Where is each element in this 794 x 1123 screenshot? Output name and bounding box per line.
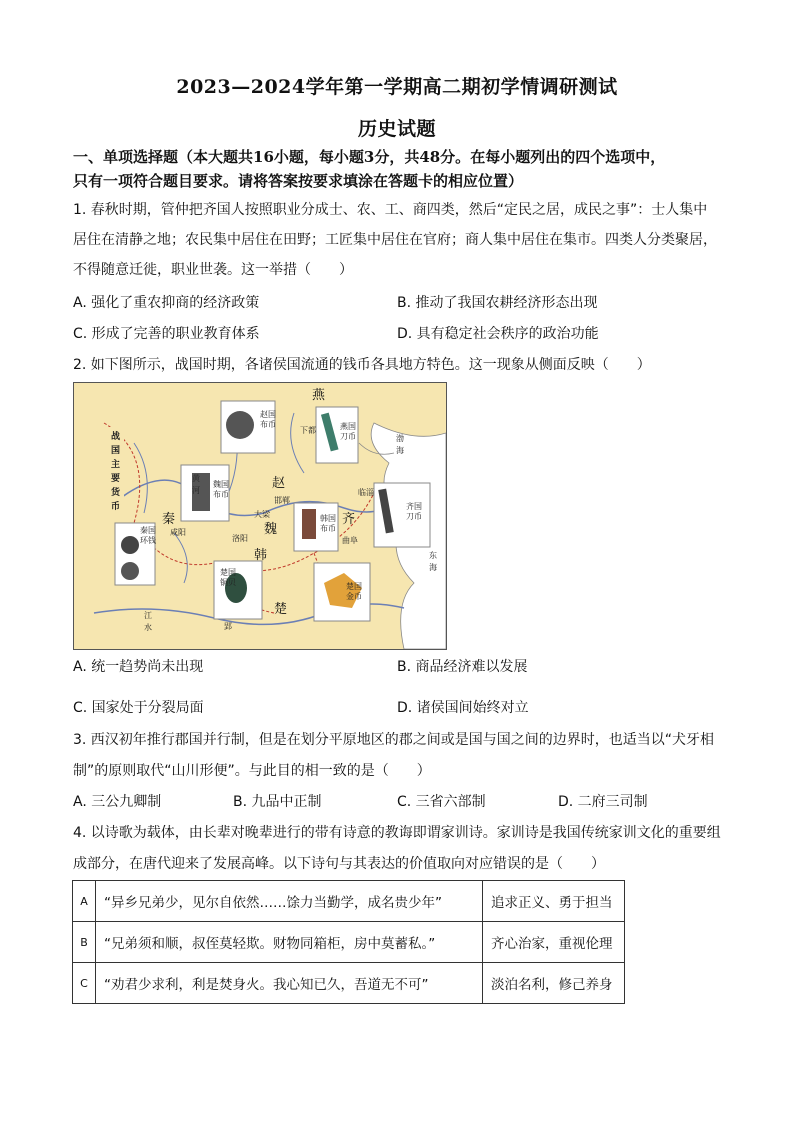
q1-option-b: B. 推动了我国农耕经济形态出现 <box>397 295 598 311</box>
q3-stem: 3. 西汉初年推行郡国并行制，但是在划分平原地区的郡之间或是国与国之间的边界时，也适当以“犬牙相 <box>73 732 715 748</box>
warring-states-currency-map <box>73 382 447 650</box>
water-label: 渤 <box>396 434 404 443</box>
svg-text:布币: 布币 <box>213 490 229 499</box>
section-heading-cont: 只有一项符合题目要求。请将答案按要求填涂在答题卡的相应位置） <box>73 172 524 190</box>
caption-qin: 秦国 <box>140 526 156 535</box>
q3-option-a: A. 三公九卿制 <box>73 794 162 810</box>
city-linzi: 临淄 <box>358 488 374 497</box>
caption-han: 韩国 <box>320 514 336 523</box>
state-han: 韩 <box>254 548 268 563</box>
caption-zhao: 赵国 <box>260 410 276 419</box>
q3-option-b: B. 九品中正制 <box>233 794 322 810</box>
city-handan: 邯郸 <box>274 496 290 505</box>
state-zhao: 赵 <box>272 476 286 491</box>
q3-option-c: C. 三省六部制 <box>397 794 486 810</box>
caption-qi: 齐国 <box>406 502 422 511</box>
han-spade-coin-icon <box>302 509 316 539</box>
svg-text:金币: 金币 <box>346 592 362 601</box>
q1-option-a: A. 强化了重农抑商的经济政策 <box>73 295 260 311</box>
row-letter: A <box>73 881 96 922</box>
caption-yan: 燕国 <box>340 422 356 431</box>
caption-chu-gold: 楚国 <box>346 582 362 591</box>
table-row <box>73 922 625 963</box>
water-label: 东 <box>429 551 437 560</box>
state-qi: 齐 <box>342 512 356 527</box>
state-wei: 魏 <box>264 522 278 537</box>
svg-text:布币: 布币 <box>260 420 276 429</box>
row-letter: C <box>73 963 96 1004</box>
row-poem: “异乡兄弟少，见尔自依然……馀力当勤学，成名贵少年” <box>96 881 483 922</box>
q1-stem: 1. 春秋时期，管仲把齐国人按照职业分成士、农、工、商四类，然后“定民之居，成民之事”：士人集中 <box>73 202 708 218</box>
svg-text:铜贝: 铜贝 <box>220 578 236 587</box>
state-yan: 燕 <box>312 388 326 403</box>
state-qin: 秦 <box>162 512 176 527</box>
q3-stem: 制”的原则取代“山川形便”。与此目的相一致的是（ ） <box>73 763 431 779</box>
section-heading: 一、单项选择题（本大题共16小题，每小题3分，共48分。在每小题列出的四个选项中， <box>73 148 666 166</box>
water-label: 海 <box>396 446 404 455</box>
q1-stem: 不得随意迁徙，职业世袭。这一举措（ ） <box>73 262 353 278</box>
row-value: 齐心治家，重视伦理 <box>483 922 625 963</box>
water-label: 海 <box>429 563 437 572</box>
city-qufu: 曲阜 <box>342 536 358 545</box>
city-xiadu: 下都 <box>300 426 316 435</box>
water-label: 河 <box>192 486 200 495</box>
table-row <box>73 963 625 1004</box>
q4-stem: 成部分，在唐代迎来了发展高峰。以下诗句与其表达的价值取向对应错误的是（ ） <box>73 856 605 872</box>
q2-option-a: A. 统一趋势尚未出现 <box>73 659 204 675</box>
row-poem: “兄弟须和顺，叔侄莫轻欺。财物同箱柜，房中莫蓄私。” <box>96 922 483 963</box>
q2-option-d: D. 诸侯国间始终对立 <box>397 700 529 716</box>
q1-option-d: D. 具有稳定社会秩序的政治功能 <box>397 326 599 342</box>
svg-text:刀币: 刀币 <box>340 432 356 441</box>
qin-ring-coin-icon <box>121 536 139 554</box>
map-side-label: 战国主要货币 <box>111 432 121 512</box>
q1-stem: 居住在清静之地；农民集中居住在田野；工匠集中居住在官府；商人集中居住在集市。四类人分类聚居， <box>73 232 717 248</box>
table-row <box>73 881 625 922</box>
city-daliang: 大梁 <box>254 510 270 519</box>
q2-option-c: C. 国家处于分裂局面 <box>73 700 204 716</box>
city-luoyang: 洛阳 <box>232 534 248 543</box>
q4-table <box>72 880 625 1004</box>
city-xianyang: 咸阳 <box>170 528 186 537</box>
row-value: 追求正义、勇于担当 <box>483 881 625 922</box>
q2-option-b: B. 商品经济难以发展 <box>397 659 528 675</box>
row-letter: B <box>73 922 96 963</box>
svg-text:布币: 布币 <box>320 524 336 533</box>
exam-title: 2023—2024学年第一学期高二期初学情调研测试 <box>176 76 618 98</box>
caption-chu-shell: 楚国 <box>220 568 236 577</box>
subject-title: 历史试题 <box>357 118 436 140</box>
water-label: 黄 <box>192 474 200 483</box>
row-poem: “劝君少求利，利是焚身火。我心知已久，吾道无不可” <box>96 963 483 1004</box>
caption-wei: 魏国 <box>213 480 229 489</box>
row-value: 淡泊名利，修己养身 <box>483 963 625 1004</box>
water-label: 水 <box>144 623 152 632</box>
zhao-spade-coin-icon <box>226 411 254 439</box>
q1-option-c: C. 形成了完善的职业教育体系 <box>73 326 260 342</box>
state-chu: 楚 <box>274 602 288 617</box>
q3-option-d: D. 二府三司制 <box>558 794 648 810</box>
svg-text:刀币: 刀币 <box>406 512 422 521</box>
city-ying: 郢 <box>224 622 232 631</box>
q2-stem: 2. 如下图所示，战国时期，各诸侯国流通的钱币各具地方特色。这一现象从侧面反映（ ） <box>73 357 651 373</box>
water-label: 江 <box>144 611 152 620</box>
q4-stem: 4. 以诗歌为载体，由长辈对晚辈进行的带有诗意的教诲即谓家训诗。家训诗是我国传统家训文化的重要组 <box>73 825 721 841</box>
svg-text:环钱: 环钱 <box>140 536 156 545</box>
